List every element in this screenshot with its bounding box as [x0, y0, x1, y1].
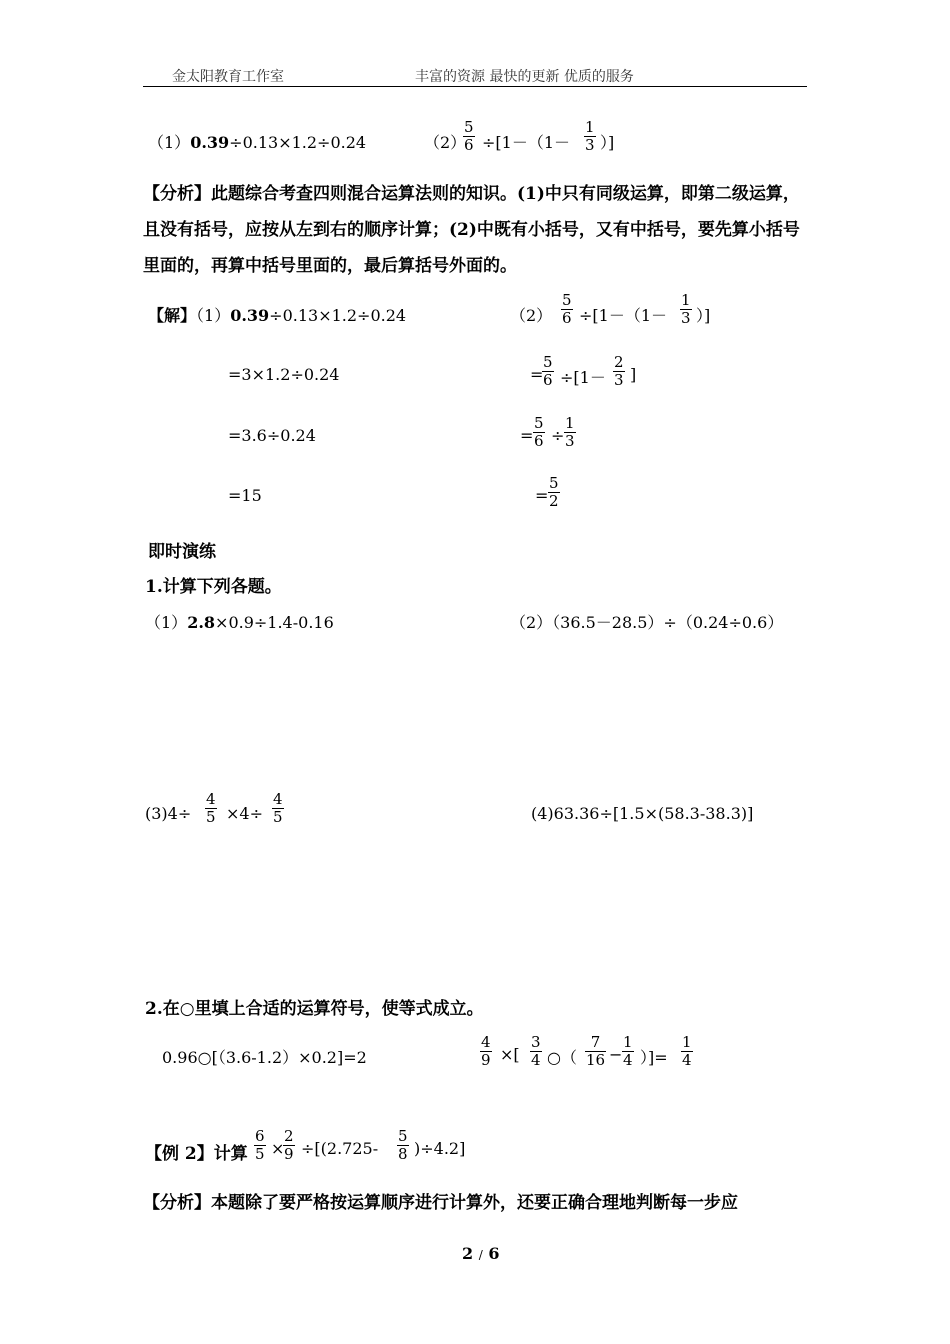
fraction-3-4: $\frac{3}{4}$ — [531, 1033, 541, 1069]
solution-r2-eq: = — [520, 426, 534, 445]
fraction-4-5: $\frac{4}{5}$ — [206, 790, 216, 826]
q1-4: (4)63.36÷[1.5×(58.3-38.3)] — [531, 804, 754, 823]
ex1-part2-end: ）] — [600, 133, 615, 152]
page-number: 2 / 6 — [462, 1244, 500, 1263]
solution-p2-end: ）] — [696, 306, 711, 325]
solution-line: 【解】（1）0.39÷0.13×1.2÷0.24 — [148, 306, 407, 325]
analysis-1: 【分析】此题综合考查四则混合运算法则的知识。(1)中只有同级运算，即第二级运算，且没有括号，应按从左到右的顺序计算；(2)中既有小括号，又有中括号，要先算小括号里面的，再算中括号里面的，最后算括号外面的。 — [143, 184, 800, 276]
solution-step-2: =3.6÷0.24 — [228, 426, 316, 445]
fraction-2-3: $\frac{2}{3}$ — [614, 353, 624, 389]
solution-r1-end: ] — [630, 365, 637, 384]
solution-r3-eq: = — [535, 486, 549, 505]
fraction-5-6: $\frac{5}{6}$ — [562, 291, 572, 327]
fraction-1-3: $\frac{1}{3}$ — [565, 414, 575, 450]
ex1-part2-label: （2） — [424, 133, 467, 152]
solution-r2-mid: ÷ — [551, 426, 565, 445]
header-rule — [143, 86, 807, 87]
q2-a: 0.96○[（3.6-1.2）×0.2]=2 — [162, 1048, 367, 1067]
fraction-1-3: $\frac{1}{3}$ — [585, 118, 595, 154]
fraction-5-2: $\frac{5}{2}$ — [549, 474, 559, 510]
header-right: 丰富的资源 最快的更新 优质的服务 — [415, 69, 634, 85]
solution-step-1: =3×1.2÷0.24 — [228, 365, 340, 384]
fraction-4-5: $\frac{4}{5}$ — [273, 790, 283, 826]
fraction-4-9: $\frac{4}{9}$ — [481, 1033, 491, 1069]
fraction-5-6: $\frac{5}{6}$ — [543, 353, 553, 389]
ex2-times: × — [271, 1139, 285, 1158]
fraction-1-3: $\frac{1}{3}$ — [681, 291, 691, 327]
solution-p2-mid: ÷[1－（1－ — [579, 306, 668, 325]
q2-b3: − — [609, 1045, 623, 1064]
q1-3-b: ×4÷ — [226, 804, 263, 823]
ex1-part2-mid: ÷[1－（1－ — [482, 133, 571, 152]
ex1-part1: （1）0.39÷0.13×1.2÷0.24 — [148, 133, 367, 152]
analysis-2: 【分析】本题除了要严格按运算顺序进行计算外，还要正确合理地判断每一步应 — [143, 1193, 738, 1213]
q2-b4: ）]= — [640, 1048, 668, 1067]
fraction-1-4: $\frac{1}{4}$ — [623, 1033, 633, 1069]
ex2-mid: ÷[(2.725- — [301, 1139, 379, 1158]
q1-1: （1）2.8×0.9÷1.4-0.16 — [145, 613, 334, 632]
solution-p2-label: （2） — [510, 306, 553, 325]
fraction-7-16: $\frac{7}{16}$ — [586, 1033, 606, 1069]
q1-3-a: (3)4÷ — [145, 804, 192, 823]
q2-title: 2.在○里填上合适的运算符号，使等式成立。 — [145, 999, 484, 1019]
header-left: 金太阳教育工作室 — [172, 69, 284, 85]
solution-r1-mid: ÷[1－ — [560, 368, 606, 387]
solution-r1-eq: = — [530, 365, 544, 384]
practice-title: 即时演练 — [148, 542, 216, 562]
q2-b2: ○（ — [547, 1048, 577, 1067]
fraction-5-6: $\frac{5}{6}$ — [534, 414, 544, 450]
fraction-5-6: $\frac{5}{6}$ — [464, 118, 474, 154]
fraction-2-9: $\frac{2}{9}$ — [284, 1127, 294, 1163]
ex2-end: )÷4.2] — [414, 1139, 466, 1158]
q1-title: 1.计算下列各题。 — [145, 577, 282, 597]
q1-2: （2）（36.5－28.5）÷（0.24÷0.6） — [510, 613, 784, 632]
solution-step-3: =15 — [228, 486, 262, 505]
q2-b1: ×[ — [500, 1045, 520, 1064]
fraction-1-4: $\frac{1}{4}$ — [682, 1033, 692, 1069]
fraction-6-5: $\frac{6}{5}$ — [255, 1127, 265, 1163]
fraction-5-8: $\frac{5}{8}$ — [398, 1127, 408, 1163]
ex2-label: 【例 2】计算 — [145, 1144, 248, 1164]
